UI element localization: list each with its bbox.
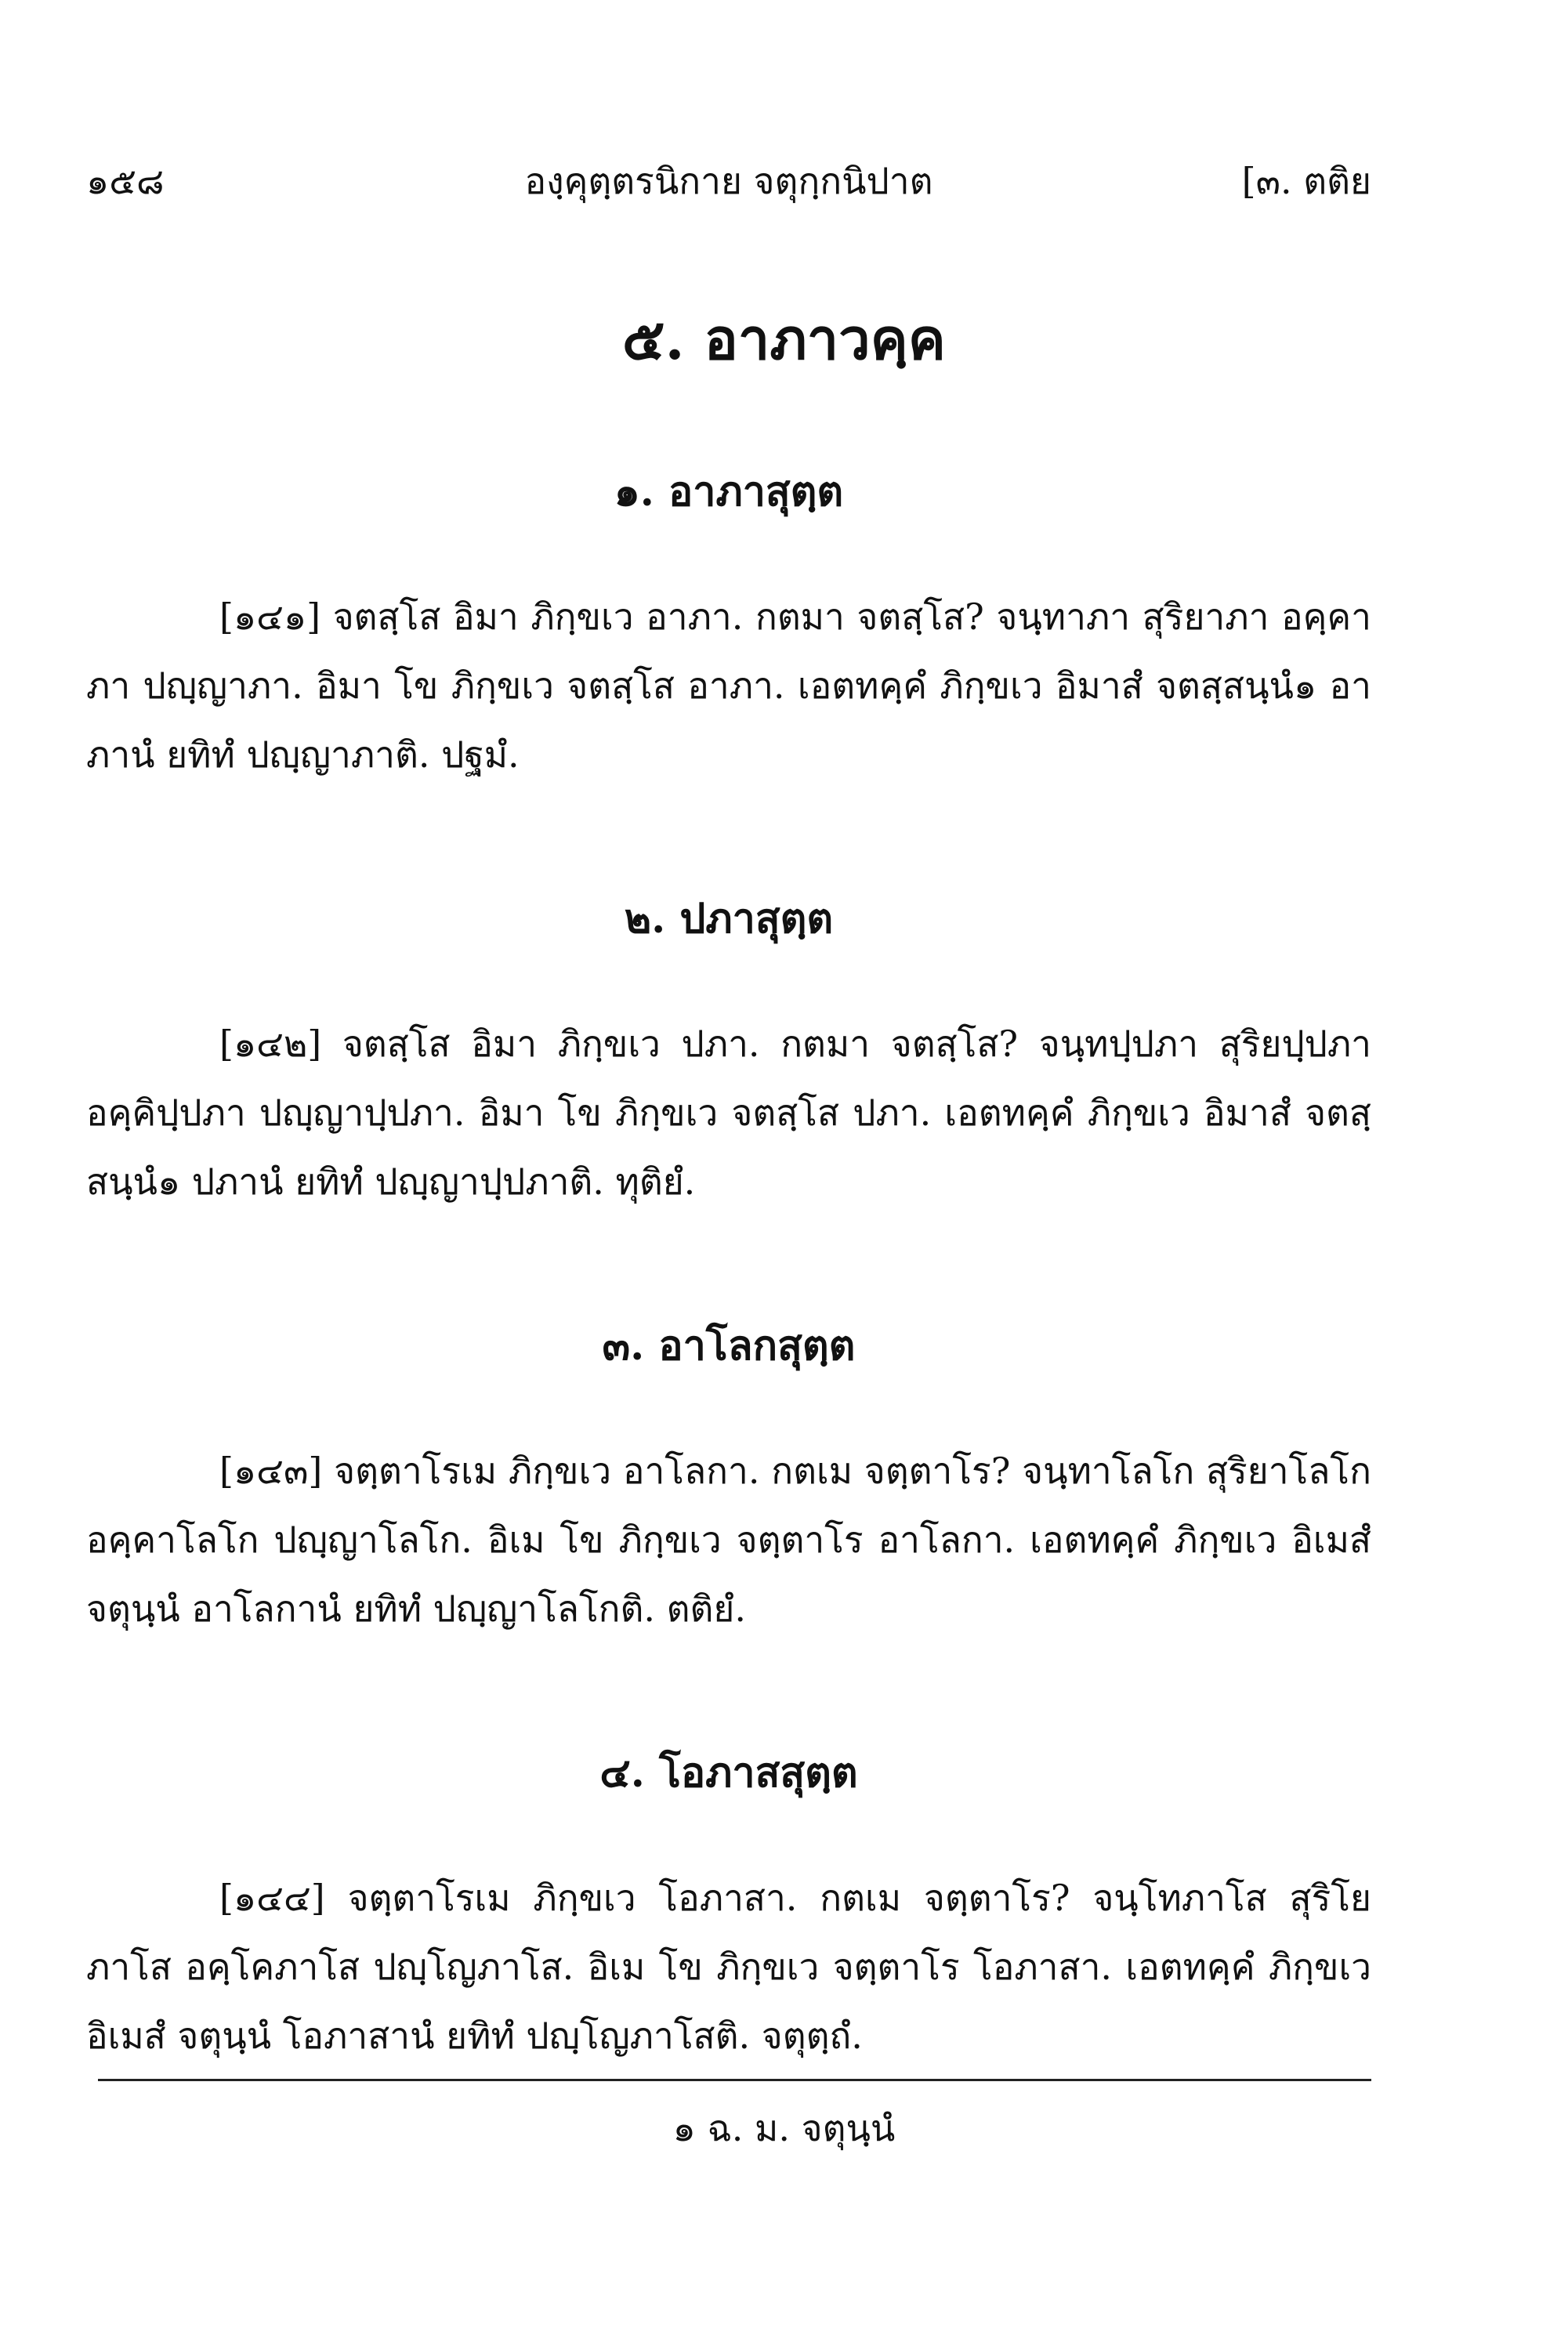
sutta-section (86, 1312, 1371, 1643)
footnote: ๑ ฉ. ม. จตุนฺนํ (672, 2107, 896, 2149)
vagga-title: ๕. อาภาวคฺค (622, 306, 946, 372)
sutta-body: [๑๔๒] จตสฺโส อิมา ภิกฺขเว ปภา. กตมา จตสฺโส? จนฺทปฺปภา สุริยปฺปภา อคฺคิปฺปภา ปญฺญาปฺปภา. อิมา โข ภิกฺขเว จตสฺโส ปภา. เอตทคฺคํ ภิกฺขเว อิมาสํ จตสฺสนฺนํ๑ ปภานํ ยทิทํ ปญฺญาปฺปภาติ. ทุติยํ. (86, 1023, 1371, 1203)
page-header (86, 153, 1371, 208)
page-number: ๑๕๘ (86, 160, 165, 202)
sutta-body: [๑๔๔] จตฺตาโรเม ภิกฺขเว โอภาสา. กตเม จตฺตาโร? จนฺโทภาโส สุริโยภาโส อคฺโคภาโส ปญฺโญภาโส. อิเม โข ภิกฺขเว จตฺตาโร โอภาสา. เอตทคฺคํ ภิกฺขเว อิเมสํ จตุนฺนํ โอภาสานํ ยทิทํ ปญฺโญภาโสติ. จตุตฺถํ. (86, 1877, 1371, 2057)
sutta-section (86, 885, 1371, 1216)
sutta-section (86, 458, 1371, 789)
sutta-body: [๑๔๑] จตสฺโส อิมา ภิกฺขเว อาภา. กตมา จตสฺโส? จนฺทาภา สุริยาภา อคฺคาภา ปญฺญาภา. อิมา โข ภิกฺขเว จตสฺโส อาภา. เอตทคฺคํ ภิกฺขเว อิมาสํ จตสฺสนฺนํ๑ อาภานํ ยทิทํ ปญฺญาภาติ. ปฐมํ. (86, 596, 1372, 776)
footnote-divider (98, 2079, 1371, 2081)
sutta-title: ๓. อาโลกสุตฺต (602, 1322, 856, 1370)
sutta-section (86, 1740, 1371, 2070)
sutta-title: ๒. ปภาสุตฺต (624, 895, 834, 943)
sutta-title: ๑. อาภาสุตฺต (614, 468, 844, 516)
chapter-reference: [๓. ตติย (1241, 160, 1371, 202)
sutta-title: ๔. โอภาสสุตฺต (599, 1749, 858, 1797)
book-title: องฺคุตฺตรนิกาย จตุกฺกนิปาต (524, 160, 933, 202)
sutta-body: [๑๔๓] จตฺตาโรเม ภิกฺขเว อาโลกา. กตเม จตฺตาโร? จนฺทาโลโก สุริยาโลโก อคฺคาโลโก ปญฺญาโลโก. อิเม โข ภิกฺขเว จตฺตาโร อาโลกา. เอตทคฺคํ ภิกฺขเว อิเมสํ จตุนฺนํ อาโลกานํ ยทิทํ ปญฺญาโลโกติ. ตติยํ. (86, 1450, 1371, 1630)
